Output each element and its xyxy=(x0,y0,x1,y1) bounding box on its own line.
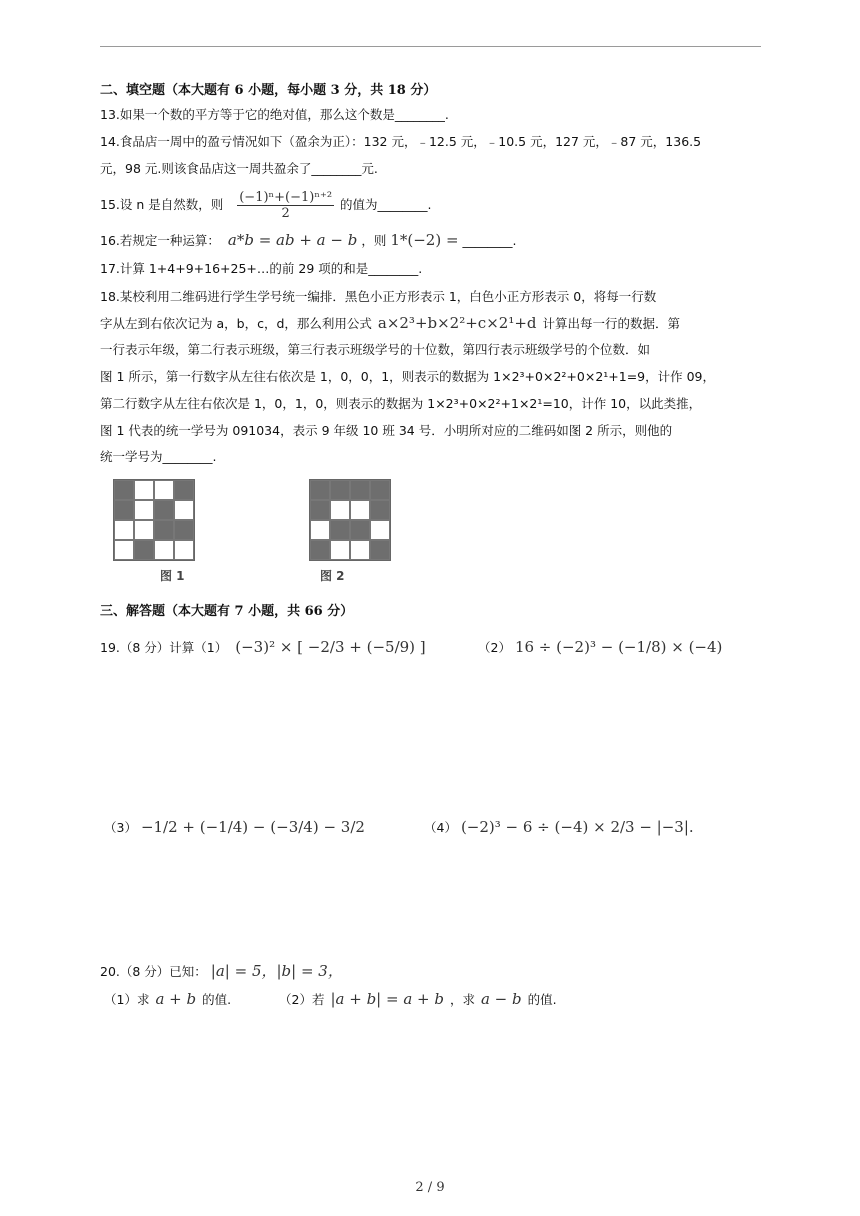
question-20-part-1-post: 的值. xyxy=(202,992,232,1007)
question-20-part-1-pre: （1）求 xyxy=(104,992,150,1007)
grid-cell-r3-c3 xyxy=(154,520,174,540)
header-rule xyxy=(100,46,761,47)
question-19-part-2 xyxy=(478,638,722,657)
question-15-suffix: 的值为________. xyxy=(340,197,432,212)
question-19-4-label: （4） xyxy=(424,820,457,835)
grid-cell-r3-c3 xyxy=(350,520,370,540)
grid-cell-r1-c2 xyxy=(134,480,154,500)
grid-cell-r4-c1 xyxy=(114,540,134,560)
grid-cell-r2-c4 xyxy=(174,500,194,520)
grid-cell-r2-c2 xyxy=(330,500,350,520)
question-20-part-2-post: 的值. xyxy=(527,992,557,1007)
question-18-line-6: 图 1 代表的统一学号为 091034，表示 9 年级 10 班 34 号．小明所对应的二维码如图 2 所示，则他的 xyxy=(100,423,673,438)
grid-cell-r3-c1 xyxy=(310,520,330,540)
grid-cell-r4-c2 xyxy=(134,540,154,560)
question-19-part-3 xyxy=(104,818,365,837)
grid-cell-r4-c4 xyxy=(174,540,194,560)
grid-cell-r3-c1 xyxy=(114,520,134,540)
grid-cell-r1-c3 xyxy=(154,480,174,500)
grid-cell-r4-c3 xyxy=(154,540,174,560)
question-17: 17.计算 1+4+9+16+25+…的前 29 项的和是________. xyxy=(100,261,423,276)
section-2-heading: 二、填空题（本大题有 6 小题，每小题 3 分，共 18 分） xyxy=(100,83,437,98)
question-18-line-2-pre: 字从左到右依次记为 a，b，c，d，那么利用公式 xyxy=(100,316,372,331)
question-18-line-1: 18.某校利用二维码进行学生学号统一编排．黑色小正方形表示 1，白色小正方形表示 0，将每一行数 xyxy=(100,289,657,304)
figure-1-caption: 图 1 xyxy=(160,569,185,583)
question-16-expression: 1*(−2) = xyxy=(390,231,459,249)
section-3-heading: 三、解答题（本大题有 7 小题，共 66 分） xyxy=(100,604,354,619)
question-18-line-5: 第二行数字从左往右依次是 1，0，1，0，则表示的数据为 1×2³+0×2²+1×2¹=10，计作 10，以此类推， xyxy=(100,396,702,411)
question-19-3-expression: −1/2 + (−1/4) − (−3/4) − 3/2 xyxy=(140,818,365,836)
grid-cell-r2-c1 xyxy=(310,500,330,520)
question-14-line-2: 元，98 元.则该食品店这一周共盈余了________元. xyxy=(100,161,378,176)
qr-grid-figure-1 xyxy=(113,479,195,561)
question-18-line-4: 图 1 所示，第一行数字从左往右依次是 1，0，0，1，则表示的数据为 1×2³+0×2²+0×2¹+1=9，计作 09， xyxy=(100,369,716,384)
grid-cell-r3-c2 xyxy=(134,520,154,540)
question-20-label: 20.（8 分）已知： xyxy=(100,964,207,979)
question-15-prefix: 15.设 n 是自然数，则 xyxy=(100,197,224,212)
question-16-suffix: ________. xyxy=(462,233,517,248)
grid-cell-r3-c2 xyxy=(330,520,350,540)
question-19-4-expression: (−2)³ − 6 ÷ (−4) × 2/3 − |−3|. xyxy=(460,818,694,836)
qr-grid-figure-2 xyxy=(309,479,391,561)
question-19-part-4 xyxy=(424,818,694,837)
grid-cell-r4-c4 xyxy=(370,540,390,560)
grid-cell-r2-c2 xyxy=(134,500,154,520)
question-15-fraction xyxy=(237,190,334,221)
grid-cell-r4-c3 xyxy=(350,540,370,560)
grid-cell-r1-c4 xyxy=(370,480,390,500)
grid-cell-r3-c4 xyxy=(370,520,390,540)
grid-cell-r2-c3 xyxy=(154,500,174,520)
question-14-line-1: 14.食品店一周中的盈亏情况如下（盈余为正）：132 元，﹣12.5 元，﹣10.5 元，127 元，﹣87 元，136.5 xyxy=(100,134,702,149)
question-19-3-label: （3） xyxy=(104,820,137,835)
fraction-numerator: (−1)ⁿ+(−1)ⁿ⁺² xyxy=(239,190,333,205)
question-18-line-3: 一行表示年级，第二行表示班级，第三行表示班级学号的十位数，第四行表示班级学号的个位数．如 xyxy=(100,342,651,357)
question-19-2-expression: 16 ÷ (−2)³ − (−1/8) × (−4) xyxy=(514,638,723,656)
question-16-rule: a*b = ab + a − b xyxy=(227,231,358,249)
question-16 xyxy=(100,231,516,250)
question-20-condition: |a| = 5，|b| = 3， xyxy=(210,962,343,980)
question-18-line-2 xyxy=(100,314,680,333)
question-16-prefix: 16.若规定一种运算： xyxy=(100,233,220,248)
question-20-part-1-expression: a + b xyxy=(155,990,197,1008)
grid-cell-r1-c1 xyxy=(114,480,134,500)
question-13: 13.如果一个数的平方等于它的绝对值，那么这个数是________. xyxy=(100,107,449,122)
question-18-line-7: 统一学号为________. xyxy=(100,449,217,464)
grid-cell-r4-c1 xyxy=(310,540,330,560)
figure-2-caption: 图 2 xyxy=(320,569,345,583)
question-18-formula: a×2³+b×2²+c×2¹+d xyxy=(377,314,537,332)
question-15 xyxy=(100,190,432,221)
grid-cell-r1-c2 xyxy=(330,480,350,500)
grid-cell-r2-c4 xyxy=(370,500,390,520)
grid-cell-r4-c2 xyxy=(330,540,350,560)
question-20-part-2-mid: ，求 xyxy=(449,992,475,1007)
question-20-part-2-expression: |a + b| = a + b xyxy=(330,990,444,1008)
question-19-1-expression: (−3)² × [ −2/3 + (−5/9) ] xyxy=(235,638,426,656)
grid-cell-r3-c4 xyxy=(174,520,194,540)
grid-cell-r1-c3 xyxy=(350,480,370,500)
page-number: 2 / 9 xyxy=(415,1180,445,1195)
grid-cell-r1-c4 xyxy=(174,480,194,500)
question-20-line-1 xyxy=(100,962,343,981)
grid-cell-r2-c1 xyxy=(114,500,134,520)
question-19-2-label: （2） xyxy=(478,640,511,655)
question-20-line-2 xyxy=(104,990,557,1009)
question-20-part-2-pre: （2）若 xyxy=(279,992,325,1007)
grid-cell-r1-c1 xyxy=(310,480,330,500)
question-19-label: 19.（8 分）计算（1） xyxy=(100,640,228,655)
grid-cell-r2-c3 xyxy=(350,500,370,520)
question-20-part-2-expression-2: a − b xyxy=(480,990,522,1008)
question-19-part-1 xyxy=(100,638,426,657)
question-18-line-2-post: 计算出每一行的数据．第 xyxy=(542,316,681,331)
fraction-denominator: 2 xyxy=(281,206,290,221)
question-16-mid: ，则 xyxy=(361,233,387,248)
